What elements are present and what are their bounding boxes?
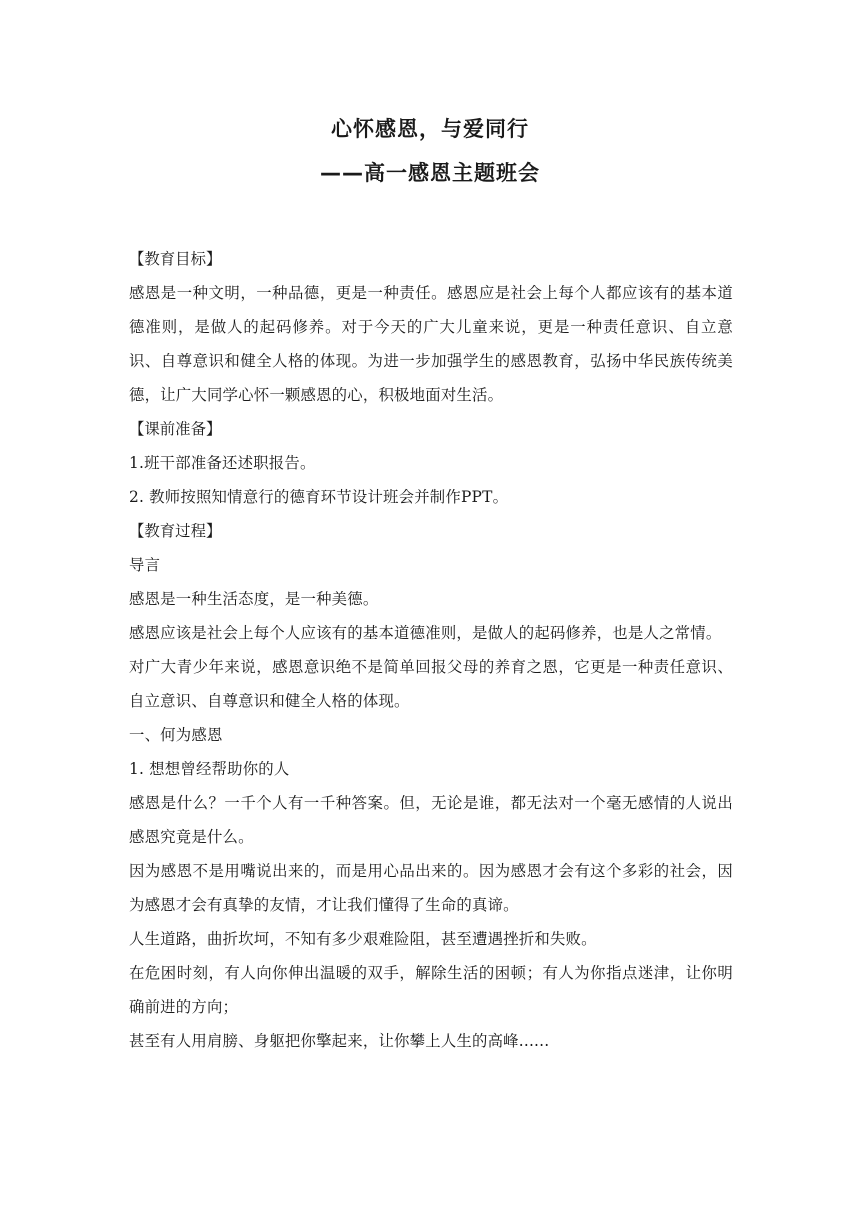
section-heading-process: 【教育过程】 xyxy=(129,522,222,540)
paragraph-intro-2: 感恩应该是社会上每个人应该有的基本道德准则，是做人的起码修养，也是人之常情。 xyxy=(129,624,722,642)
section-heading-goals: 【教育目标】 xyxy=(129,250,222,268)
paragraph-body-4: 在危困时刻，有人向你伸出温暖的双手，解除生活的困顿；有人为你指点迷津，让你明确前进的方向； xyxy=(129,964,733,1016)
list-item-preparation-2: 2. 教师按照知情意行的德育环节设计班会并制作PPT。 xyxy=(129,488,509,506)
document-body xyxy=(129,242,733,1058)
list-item-preparation-1: 1.班干部准备还述职报告。 xyxy=(129,454,316,472)
subheading-introduction: 导言 xyxy=(129,556,161,574)
subheading-what-is-gratitude: 一、何为感恩 xyxy=(129,726,223,744)
paragraph-goals: 感恩是一种文明，一种品德，更是一种责任。感恩应是社会上每个人都应该有的基本道德准则，是做人的起码修养。对于今天的广大儿童来说，更是一种责任意识、自立意识、自尊意识和健全人格的体现。为进一步加强学生的感恩教育，弘扬中华民族传统美德，让广大同学心怀一颗感恩的心，积极地面对生活。 xyxy=(129,284,733,404)
paragraph-body-2: 因为感恩不是用嘴说出来的，而是用心品出来的。因为感恩才会有这个多彩的社会，因为感恩才会有真挚的友情，才让我们懂得了生命的真谛。 xyxy=(129,862,733,914)
document-subtitle: ——高一感恩主题班会 xyxy=(320,161,540,185)
paragraph-body-1: 感恩是什么？一千个人有一千种答案。但，无论是谁，都无法对一个毫无感情的人说出感恩究竟是什么。 xyxy=(129,794,733,846)
document-title: 心怀感恩，与爱同行 xyxy=(331,117,529,141)
paragraph-body-5: 甚至有人用肩膀、身躯把你擎起来，让你攀上人生的高峰...... xyxy=(129,1032,550,1050)
paragraph-body-3: 人生道路，曲折坎坷，不知有多少艰难险阻，甚至遭遇挫折和失败。 xyxy=(129,930,597,948)
paragraph-intro-3: 对广大青少年来说，感恩意识绝不是简单回报父母的养育之恩，它更是一种责任意识、自立意识、自尊意识和健全人格的体现。 xyxy=(129,658,733,710)
section-heading-preparation: 【课前准备】 xyxy=(129,420,222,438)
subheading-think-of-helpers: 1. 想想曾经帮助你的人 xyxy=(129,760,290,778)
paragraph-intro-1: 感恩是一种生活态度，是一种美德。 xyxy=(129,590,379,608)
